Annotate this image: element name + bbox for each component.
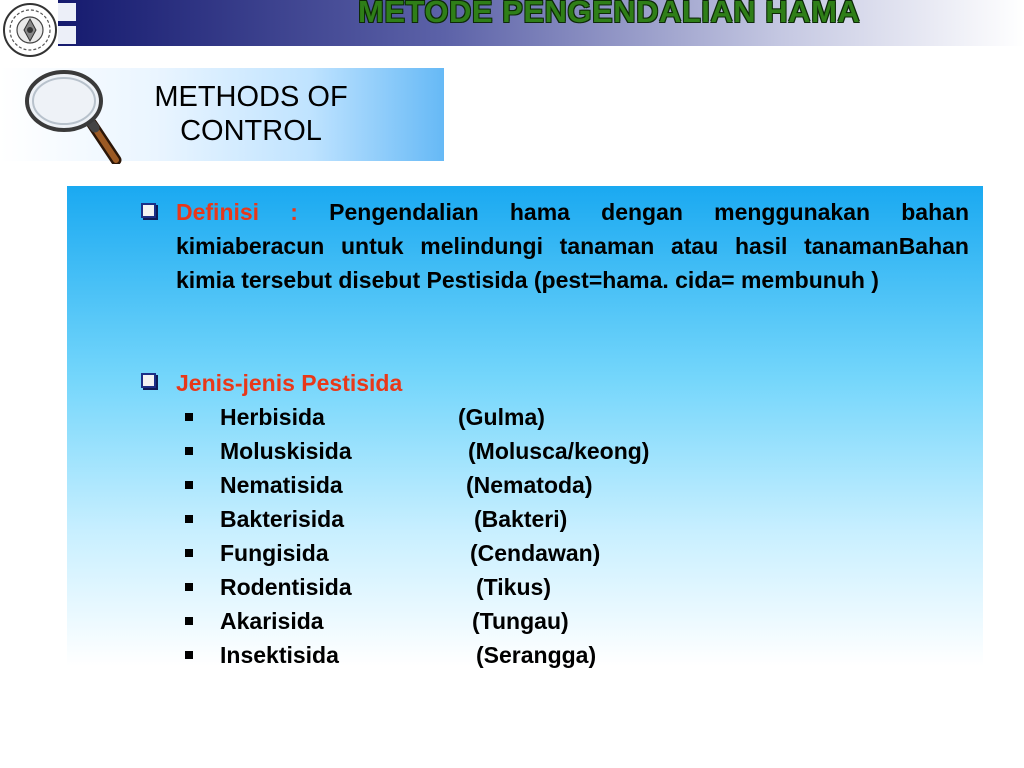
definition-label: Definisi : [176,199,298,225]
pesticide-name: Insektisida [220,642,339,668]
section-title [106,80,396,148]
pesticide-target: (Cendawan) [470,540,601,566]
definition-text: Pengendalian hama dengan menggunakan bahan kimiaberacun untuk melindungi tanaman atau hasil tanamanBahan kimia tersebut disebut Pestisida (pest=hama. cida= membunuh ) [176,199,969,293]
section-title-line1: METHODS OF [154,81,348,113]
list-bullet [185,481,193,489]
list-bullet [185,413,193,421]
pesticide-name: Herbisida [220,404,325,430]
header-decor-square [58,26,76,44]
checkbox-bullet-icon [141,203,156,218]
list-bullet [185,651,193,659]
pesticide-target: (Bakteri) [474,506,568,532]
pesticide-name: Rodentisida [220,574,352,600]
pesticide-target: (Molusca/keong) [468,438,650,464]
pesticide-name: Moluskisida [220,438,352,464]
list-bullet [185,583,193,591]
definition-paragraph [176,195,969,297]
pesticide-name: Akarisida [220,608,324,634]
pesticide-target: (Tungau) [472,608,569,634]
section-title-line2: CONTROL [180,115,322,147]
list-bullet [185,447,193,455]
list-bullet [185,617,193,625]
pesticide-target: (Tikus) [476,574,551,600]
checkbox-bullet-icon [141,373,156,388]
pesticide-name: Fungisida [220,540,329,566]
pesticide-target: (Gulma) [458,404,545,430]
pesticide-target: (Serangga) [476,642,597,668]
list-bullet [185,515,193,523]
pesticide-target: (Nematoda) [466,472,593,498]
slide-title: METODE PENGENDALIAN HAMA [358,0,861,29]
pesticide-name: Bakterisida [220,506,345,532]
list-bullet [185,549,193,557]
university-seal-icon [2,2,58,58]
header-decor-square [58,3,76,21]
pesticide-name: Nematisida [220,472,343,498]
types-heading: Jenis-jenis Pestisida [176,370,403,396]
